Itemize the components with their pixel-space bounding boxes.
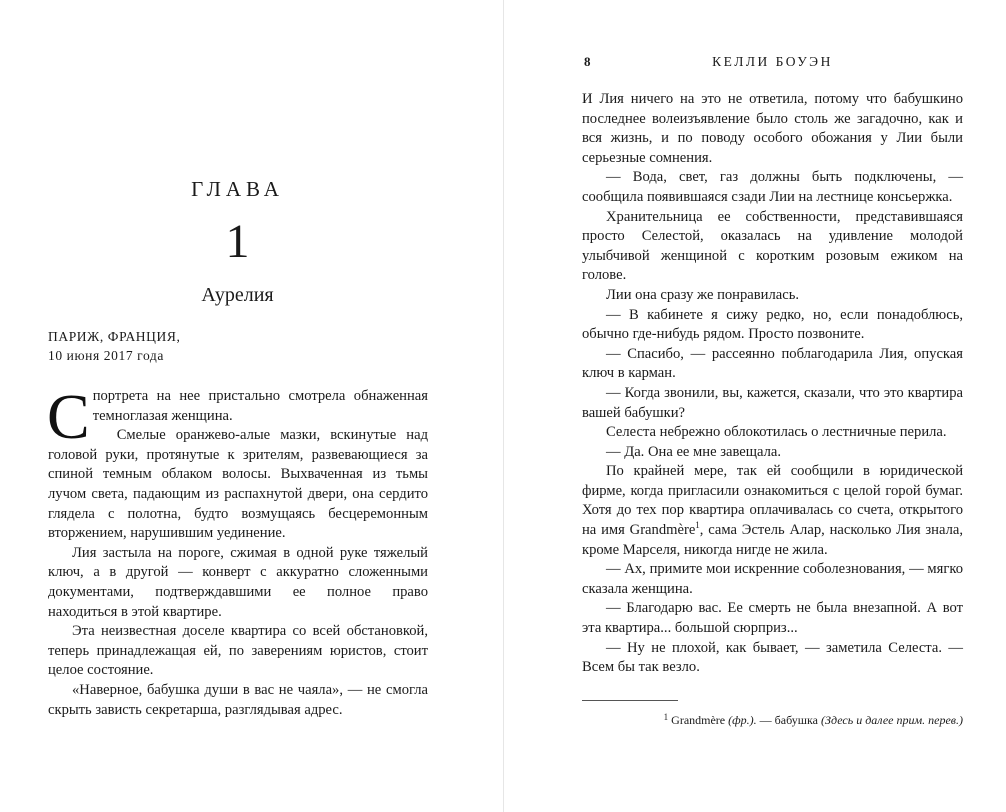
author-name: КЕЛЛИ БОУЭН (712, 54, 833, 69)
paragraph: — Ах, примите мои искренние соболезнования, — мягко сказала женщина. (582, 561, 963, 597)
paragraph: Селеста небрежно облокотилась о лестничные перила. (606, 424, 947, 441)
right-page-text (582, 90, 963, 678)
footnote-note: (Здесь и далее прим. перев.) (820, 713, 963, 727)
drop-cap: С (47, 381, 90, 452)
footnote-language: (фр.). (728, 713, 757, 727)
paragraph: — Когда звонили, вы, кажется, сказали, что это квартира вашей бабушки? (582, 384, 963, 421)
right-page (504, 0, 1006, 812)
paragraph: Смелые оранжево-алые мазки, вскинутые над головой руки, протянутые к зрителям, развевающиеся за спиной темным облаком волосы. Выхваченная из тьмы лучом света, падающим из распахнутой двери, она сердито глядела с полотна, будто возмущаясь бесцеремонным вторжением, нарушившим уединение. (48, 427, 428, 542)
paragraph: И Лия ничего на это не ответила, потому что бабушкино последнее волеизъявление было столь же загадочно, как и вся жизнь, и по поводу особого обожания у Лии были серьезные сомнения. (582, 91, 963, 166)
paragraph: Хранительница ее собственности, представившаяся просто Селестой, оказалась на удивление молодой улыбчивой женщиной с коротким розовым ежиком на голове. (582, 208, 963, 284)
paragraph: Лии она сразу же понравилась. (606, 286, 800, 303)
paragraph-text: По крайней мере, так ей сообщили в юридической фирме, когда пригласили ознакомиться с целой горой бумаг. Хотя до тех пор квартира оплачивалась со счета, открытого на имя Grandmère (582, 463, 963, 539)
chapter-title: Аурелия (201, 284, 274, 306)
paragraph: — Благодарю вас. Ее смерть не была внезапной. А вот эта квартира... большой сюрприз... (582, 600, 963, 637)
paragraph: — Вода, свет, газ должны быть подключены, — сообщила появившаяся сзади Лии на лестнице консьержка. (582, 169, 963, 205)
paragraph: — Спасибо, — рассеянно поблагодарила Лия, опуская ключ в карман. (582, 345, 963, 382)
chapter-label: ГЛАВА (191, 177, 284, 201)
paragraph-text-tail: , сама Эстель Алар, насколько Лия знала, кроме Марселя, никогда нигде не жила. (582, 522, 963, 558)
paragraph: — Ну не плохой, как бывает, — заметила Селеста. — Всем бы так везло. (582, 639, 963, 676)
paragraph-text: портрета на нее пристально смотрела обнаженная темноглазая женщина. (92, 388, 428, 424)
page-number: 8 (584, 54, 591, 69)
paragraph: Эта неизвестная доселе квартира со всей обстановкой, теперь принадлежащая ей, по заверениям юристов, стоит целое состояние. (48, 623, 428, 679)
chapter-number: 1 (225, 215, 250, 268)
footnote-reference[interactable]: 1 (695, 520, 700, 531)
footnote-divider (582, 700, 678, 701)
left-page-text (47, 381, 428, 720)
paragraph (582, 462, 963, 560)
footnote-term: Grandmère (671, 713, 726, 727)
footnote-number: 1 (663, 712, 669, 722)
location-date: 10 июня 2017 года (48, 348, 164, 363)
paragraph: — Да. Она ее мне завещала. (606, 443, 781, 460)
location-place: ПАРИЖ, ФРАНЦИЯ, (48, 329, 181, 344)
footnote (582, 709, 963, 728)
chapter-location (48, 327, 428, 365)
paragraph (47, 381, 428, 452)
paragraph: — В кабинете я сижу редко, но, если понадоблюсь, обычно где-нибудь рядом. Просто позвоните. (582, 306, 963, 343)
paragraph: Лия застыла на пороге, сжимая в одной руке тяжелый ключ, а в другой — конверт с аккуратно сложенными документами, подтверждавшими ее полное право находиться в этой квартире. (48, 544, 428, 620)
paragraph: «Наверное, бабушка души в вас не чаяла», — не смогла скрыть зависть секретарша, разглядывая адрес. (48, 681, 428, 718)
footnote-definition: — бабушка (756, 713, 821, 727)
